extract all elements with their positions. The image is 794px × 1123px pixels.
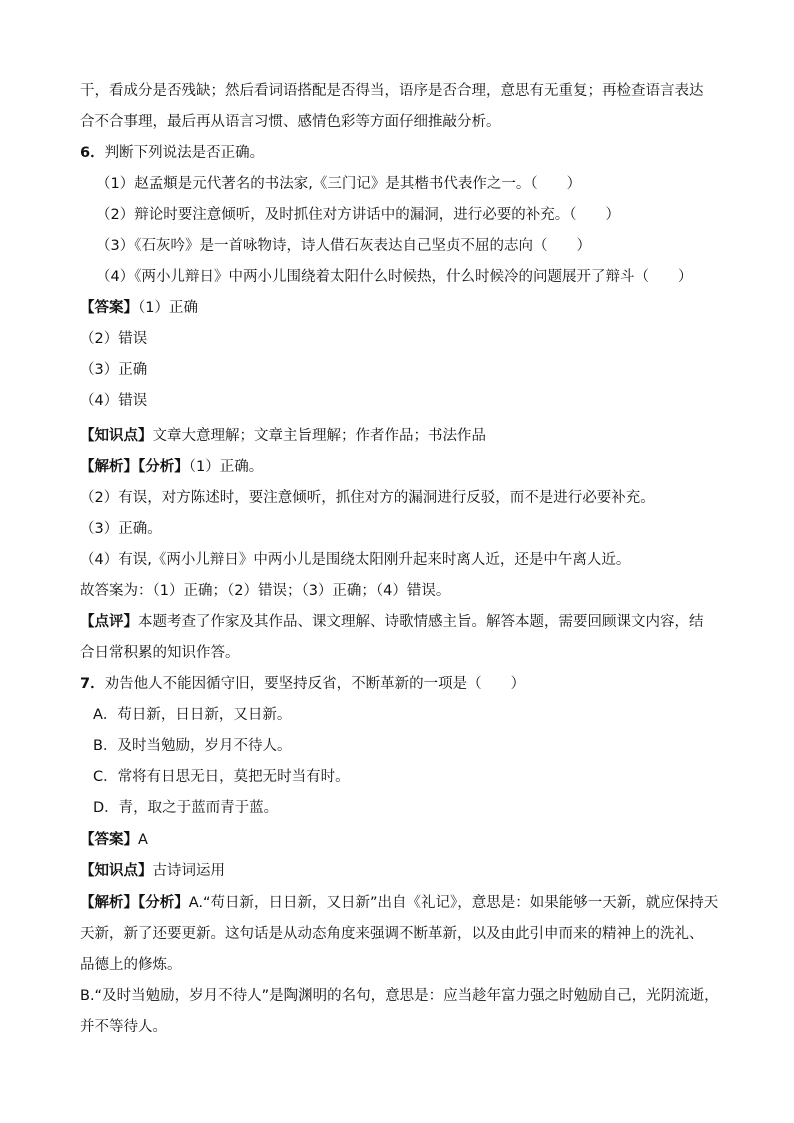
q7-analysis-3: 品德上的修炼。 [80,957,182,973]
answer-text: A [138,832,148,848]
knowledge-text: 古诗词运用 [152,863,225,879]
q6-conclusion: 故答案为：（1）正确；（2）错误；（3）正确；（4）错误。 [80,583,451,599]
question-7-stem [80,674,525,694]
q7-analysis-5: 并不等待人。 [80,1019,167,1035]
q6-comment-2: 合日常积累的知识作答。 [80,645,240,661]
q7-analysis-2: 天新，新了还要更新。这句话是从动态角度来强调不断革新，以及由此引申而来的精神上的洗礼、 [80,926,704,942]
q6-answer-3: （3）正确 [80,362,148,378]
knowledge-label: 【知识点】 [80,863,153,879]
q7-answer [80,830,148,850]
q7-knowledge [80,861,225,881]
q6-item-4: （4）《两小儿辩日》中两小儿围绕着太阳什么时候热，什么时候冷的问题展开了辩斗（ ） [96,269,693,285]
q7-option-a: A．苟日新，日日新，又日新。 [93,707,292,723]
analysis-text: （1）正确。 [188,459,264,475]
answer-label: 【答案】 [80,832,138,848]
knowledge-label: 【知识点】 [80,428,153,444]
q7-analysis [80,893,718,913]
question-6-stem [80,143,264,163]
q6-item-3: （3）《石灰吟》是一首咏物诗，诗人借石灰表达自己坚贞不屈的志向（ ） [96,238,591,254]
q6-analysis-4: （4）有误,《两小儿辩日》中两小儿是围绕太阳刚升起来时离人近，还是中午离人近。 [80,552,631,568]
q6-knowledge [80,426,486,446]
analysis-text: A.“苟日新，日日新，又日新”出自《礼记》，意思是：如果能够一天新，就应保持天 [188,895,719,911]
q7-option-b: B．及时当勉励，岁月不待人。 [93,738,292,754]
q7-analysis-4: B.“及时当勉励，岁月不待人”是陶渊明的名句，意思是：应当趁年富力强之时勉励自己，光阴流逝， [80,988,719,1004]
comment-text: 本题考查了作家及其作品、课文理解、诗歌情感主旨。解答本题，需要回顾课文内容，结 [138,614,704,630]
analysis-label: 【解析】【分析】 [80,459,189,475]
question-text: 判断下列说法是否正确。 [104,145,265,161]
q6-answer-2: （2）错误 [80,331,148,347]
answer-label: 【答案】 [80,300,138,316]
q6-analysis-2: （2）有误，对方陈述时，要注意倾听，抓住对方的漏洞进行反驳，而不是进行必要补充。 [80,490,655,506]
question-text: 劝告他人不能因循守旧，要坚持反省，不断革新的一项是（ ） [104,676,526,692]
analysis-label: 【解析】【分析】 [80,895,189,911]
q6-analysis [80,457,263,477]
q6-answer [80,298,198,318]
intro-line-1: 干，看成分是否残缺；然后看词语搭配是否得当，语序是否合理，意思有无重复；再检查语言表达 [80,83,704,99]
q6-answer-4: （4）错误 [80,393,148,409]
question-number: 6． [80,145,105,161]
answer-text: （1）正确 [138,300,198,316]
q6-comment [80,612,704,632]
q7-option-c: C．常将有日思无日，莫把无时当有时。 [93,769,350,785]
q6-item-1: （1）赵孟頫是元代著名的书法家,《三门记》是其楷书代表作之一。（ ） [96,176,582,192]
intro-line-2: 合不合事理，最后再从语言习惯、感情色彩等方面仔细推敲分析。 [80,114,501,130]
knowledge-text: 文章大意理解；文章主旨理解；作者作品；书法作品 [152,428,486,444]
comment-label: 【点评】 [80,614,138,630]
question-number: 7． [80,676,105,692]
q6-item-2: （2）辩论时要注意倾听，及时抓住对方讲话中的漏洞，进行必要的补充。（ ） [96,207,620,223]
q6-analysis-3: （3）正确。 [80,521,162,537]
q7-option-d: D．青，取之于蓝而青于蓝。 [93,800,279,816]
